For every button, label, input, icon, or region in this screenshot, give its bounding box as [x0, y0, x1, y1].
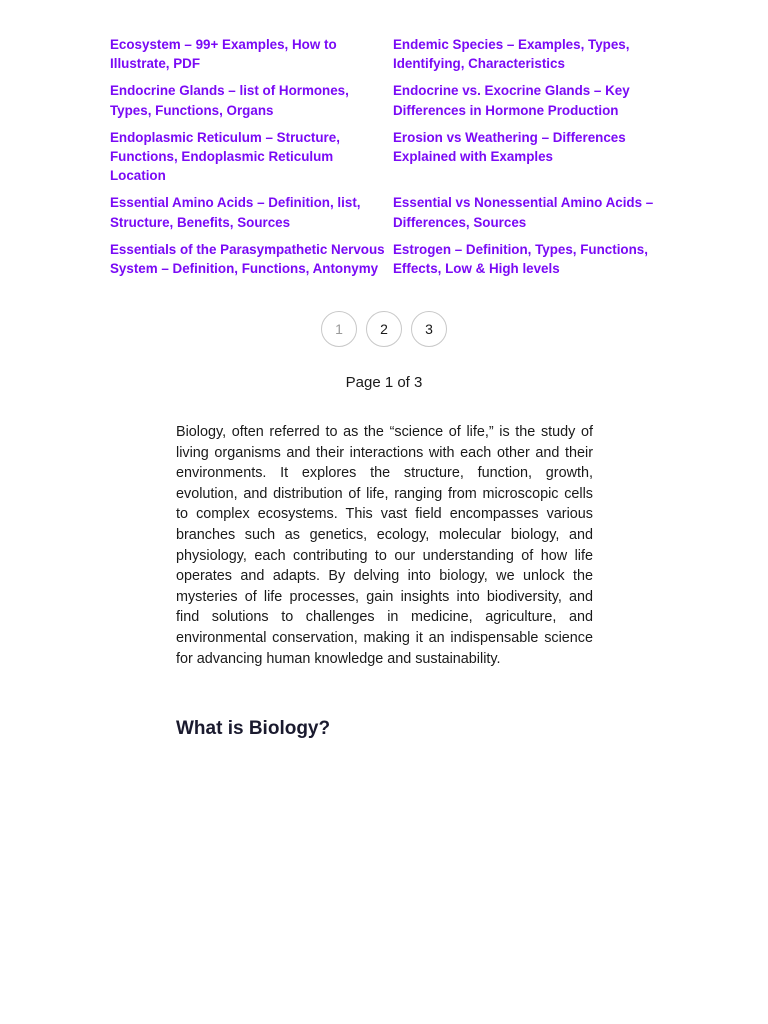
related-link-erosion-vs-weathering[interactable]: Erosion vs Weathering – Differences Explained with Examples	[393, 129, 626, 165]
page-indicator: Page 1 of 3	[345, 374, 423, 391]
related-link-endoplasmic-reticulum[interactable]: Endoplasmic Reticulum – Structure, Functions, Endoplasmic Reticulum Location	[110, 129, 340, 184]
section-heading: What is Biology?	[176, 718, 331, 739]
related-link-endemic-species[interactable]: Endemic Species – Examples, Types, Identifying, Characteristics	[393, 37, 630, 72]
related-link-endocrine-glands[interactable]: Endocrine Glands – list of Hormones, Types, Functions, Organs	[110, 83, 349, 118]
related-link-estrogen[interactable]: Estrogen – Definition, Types, Functions, Effects, Low & High levels	[393, 241, 648, 277]
related-link-essential-vs-nonessential[interactable]: Essential vs Nonessential Amino Acids – Differences, Sources	[393, 195, 654, 230]
page-button-3[interactable]: 3	[411, 311, 447, 347]
intro-paragraph: Biology, often referred to as the “science of life,” is the study of living organisms and their interactions with each other and their environments. It explores the structure, function, growth, evolution, and distribution of life, ranging from microscopic cells to complex ecosystems. This vast field encompasses various branches such as genetics, ecology, molecular biology, and physiology, each contributing to our understanding of how life operates and adapts. By delving into biology, we unlock the mysteries of life processes, gain insights into biodiversity, and find solutions to challenges in medicine, agriculture, and environmental conservation, making it an indispensable science for advancing human knowledge and sustainability.	[176, 424, 593, 667]
page-button-2[interactable]: 2	[366, 311, 402, 347]
pagination	[0, 311, 768, 347]
related-articles-grid	[110, 35, 670, 278]
related-link-parasympathetic[interactable]: Essentials of the Parasympathetic Nervous System – Definition, Functions, Antonymy	[110, 241, 385, 277]
related-link-ecosystem[interactable]: Ecosystem – 99+ Examples, How to Illustrate, PDF	[110, 37, 337, 72]
related-link-endocrine-vs-exocrine[interactable]: Endocrine vs. Exocrine Glands – Key Differences in Hormone Production	[393, 83, 630, 118]
page-button-1[interactable]: 1	[321, 311, 357, 347]
related-link-essential-amino-acids[interactable]: Essential Amino Acids – Definition, list, Structure, Benefits, Sources	[110, 195, 361, 230]
